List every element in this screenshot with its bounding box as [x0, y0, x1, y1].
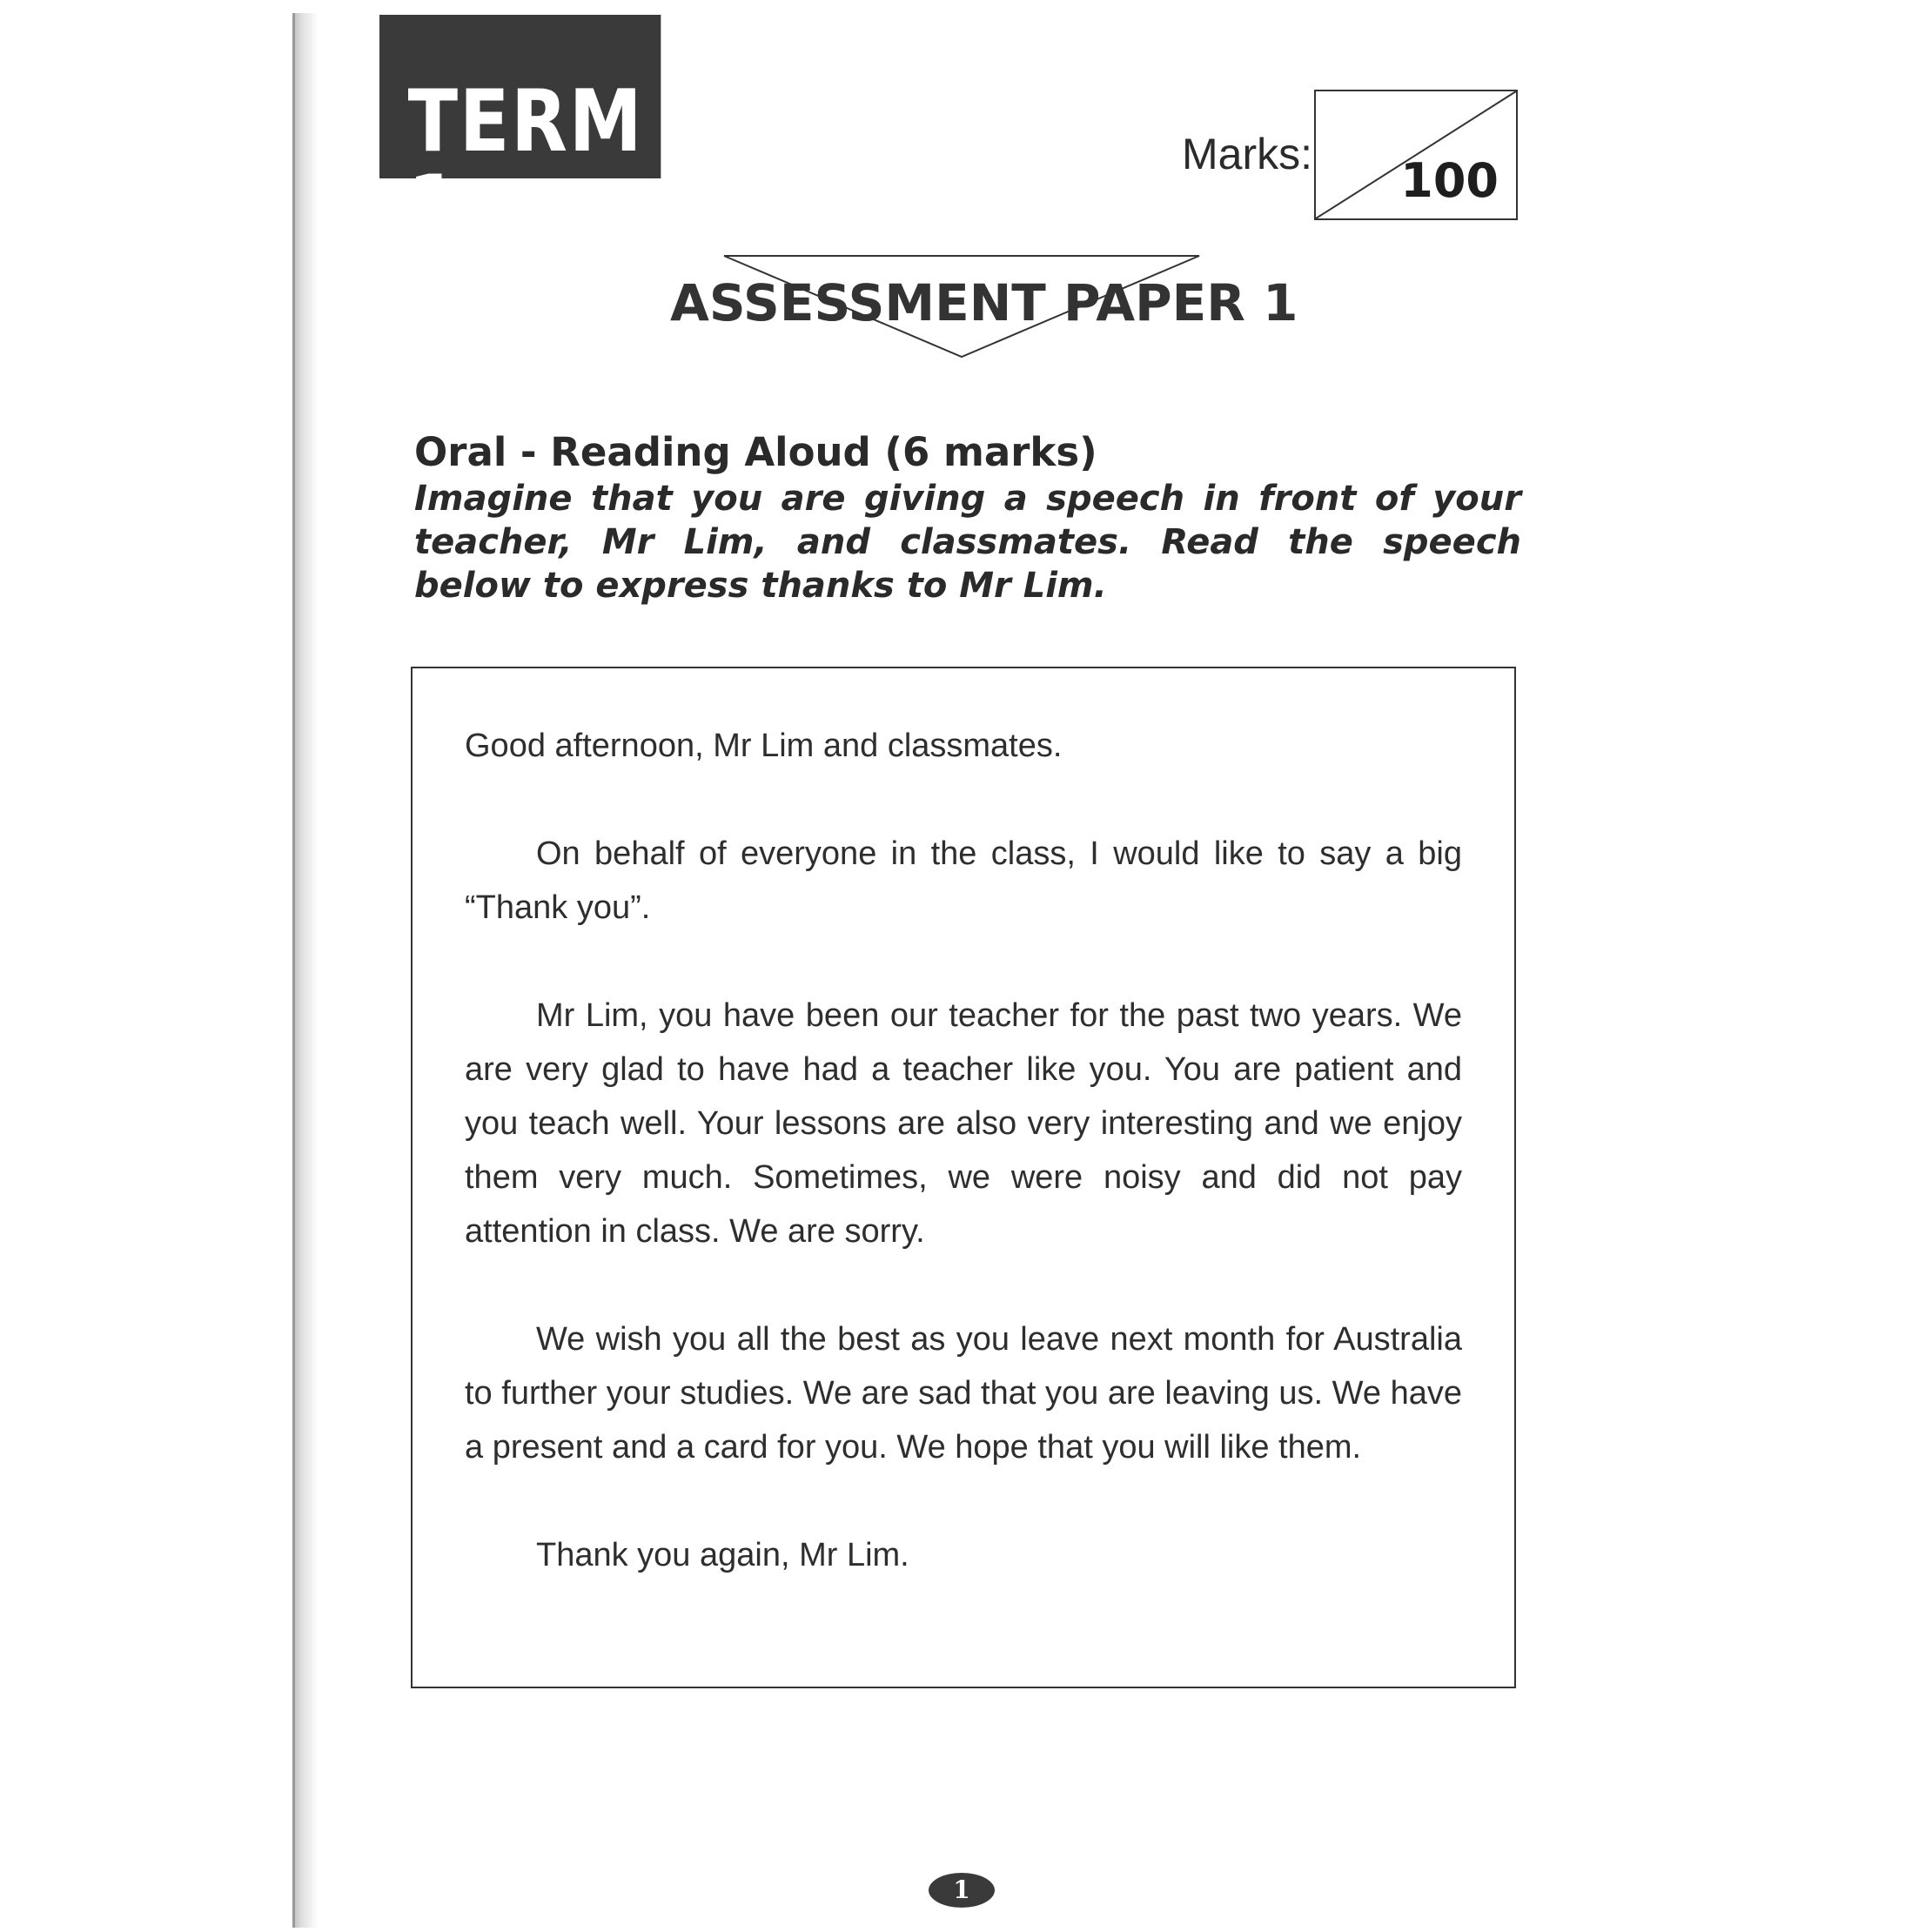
paper-title-block	[661, 254, 1298, 359]
speech-paragraph: On behalf of everyone in the class, I would like to say a big “Thank you”.	[465, 835, 1462, 926]
marks-box	[1314, 90, 1518, 220]
term-banner: TERM 1	[379, 15, 661, 178]
speech-closing: Thank you again, Mr Lim.	[536, 1537, 909, 1573]
marks-label: Marks:	[1182, 130, 1312, 178]
page-number-badge: 1	[929, 1873, 995, 1908]
speech-paragraph: We wish you all the best as you leave next month for Australia to further your studies. We are sad that you are leaving us. We have a present and a card for you. We hope that you will like them.	[465, 1321, 1462, 1466]
section-heading: Oral - Reading Aloud (6 marks)	[414, 429, 1097, 475]
section-instruction: Imagine that you are giving a speech in front of your teacher, Mr Lim, and classmates. Read the speech below to express thanks to Mr Lim.	[414, 479, 1521, 606]
binding-edge	[292, 13, 295, 1928]
speech-paragraph: Mr Lim, you have been our teacher for the past two years. We are very glad to have had a teacher like you. You are patient and you teach well. Your lessons are also very interesting and we enjoy them very much. Sometimes, we were noisy and did not pay attention in class. We are sorry.	[465, 997, 1462, 1250]
speech-box	[411, 667, 1516, 1688]
binding-shadow	[292, 13, 319, 1928]
marks-total: 100	[1400, 153, 1499, 208]
speech-greeting: Good afternoon, Mr Lim and classmates.	[465, 728, 1063, 764]
paper-title: ASSESSMENT PAPER 1	[670, 273, 1298, 332]
